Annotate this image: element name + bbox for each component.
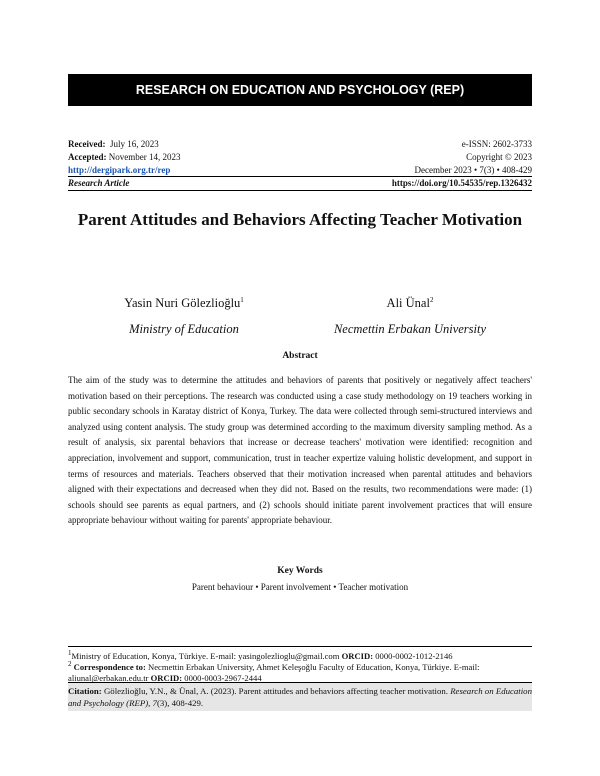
author-1-name: Yasin Nuri Gölezlioğlu [124, 296, 241, 311]
journal-banner [68, 74, 532, 106]
journal-title: RESEARCH ON EDUCATION AND PSYCHOLOGY (REP) [135, 83, 465, 97]
author-2-sup: 2 [429, 296, 434, 304]
author-2 [294, 292, 526, 337]
author-1-sup: 1 [240, 296, 244, 304]
author-2-affiliation: Necmettin Erbakan University [333, 322, 487, 337]
meta-divider-top [68, 176, 532, 177]
accepted-date: Accepted: November 14, 2023 [68, 152, 181, 162]
article-type: Research Article [68, 178, 130, 188]
citation-box: Citation: Gölezlioğlu, Y.N., & Ünal, A. (2023). Parent attitudes and behaviors affecting teacher motivation. Research on Education and Psychology (REP), 7(3), 408-429. [68, 683, 532, 711]
issue-info: December 2023 • 7(3) • 408-429 [414, 165, 532, 175]
received-date: Received: July 16, 2023 [68, 139, 159, 149]
footnote-divider [68, 646, 532, 647]
footnote-2: $^2$ Correspondence to: Necmettin Erbakan University, Ahmet Keleşoğlu Faculty of Education, Konya, Türkiye. E-mail: aliunal@erbakan.edu.tr ORCID: 0000-0003-2967-2444 [68, 660, 480, 684]
article-meta [68, 138, 532, 177]
author-1-affiliation: Ministry of Education [129, 322, 239, 337]
copyright: Copyright © 2023 [466, 152, 532, 162]
abstract-text: The aim of the study was to determine the attitudes and behaviors of parents that positively or negatively affect teachers' motivation based on their perceptions. The research was conducted using a case study methodology on 19 teachers working in public secondary schools in Karatay district of Konya, Turkey. The data were collected through semi-structured interviews and analyzed using content analysis. The study group was determined according to the maximum diversity sampling method. As a result of analysis, six parental behaviors that increase or decrease teachers' motivation were identified: recognition and appreciation, involvement and support, communication, trust in teacher expertize valuing holistic development, and support in terms of resources and materials. Teachers observed that their motivation increased when parental attitudes and behaviors aligned with their expectations and decreased when they did not. Based on the results, two recommendations were made: (1) schools should see parents as equal partners, and (2) schools should initiate parent involvement practices that will ensure appropriate behaviour without waiting for parents' appropriate behaviour. [68, 375, 532, 526]
meta-divider-bottom [68, 190, 532, 191]
abstract-heading: Abstract [282, 351, 318, 361]
article-type-row [68, 178, 532, 188]
keywords-heading: Key Words [277, 566, 323, 576]
keywords-list: Parent behaviour • Parent involvement • Teacher motivation [191, 582, 409, 592]
journal-url-link[interactable]: http://dergipark.org.tr/rep [68, 165, 171, 175]
footnote-1: $^1$Ministry of Education, Konya, Türkiye. E-mail: yasingolezlioglu@gmail.com ORCID: 0000-0002-1012-2146 [68, 649, 453, 661]
eissn: e-ISSN: 2602-3733 [461, 139, 532, 149]
article-title: Parent Attitudes and Behaviors Affecting Teacher Motivation [77, 210, 523, 229]
author-2-name: Ali Ünal [386, 296, 430, 311]
doi-link[interactable]: https://doi.org/10.54535/rep.1326432 [391, 178, 532, 188]
author-1 [68, 292, 300, 337]
